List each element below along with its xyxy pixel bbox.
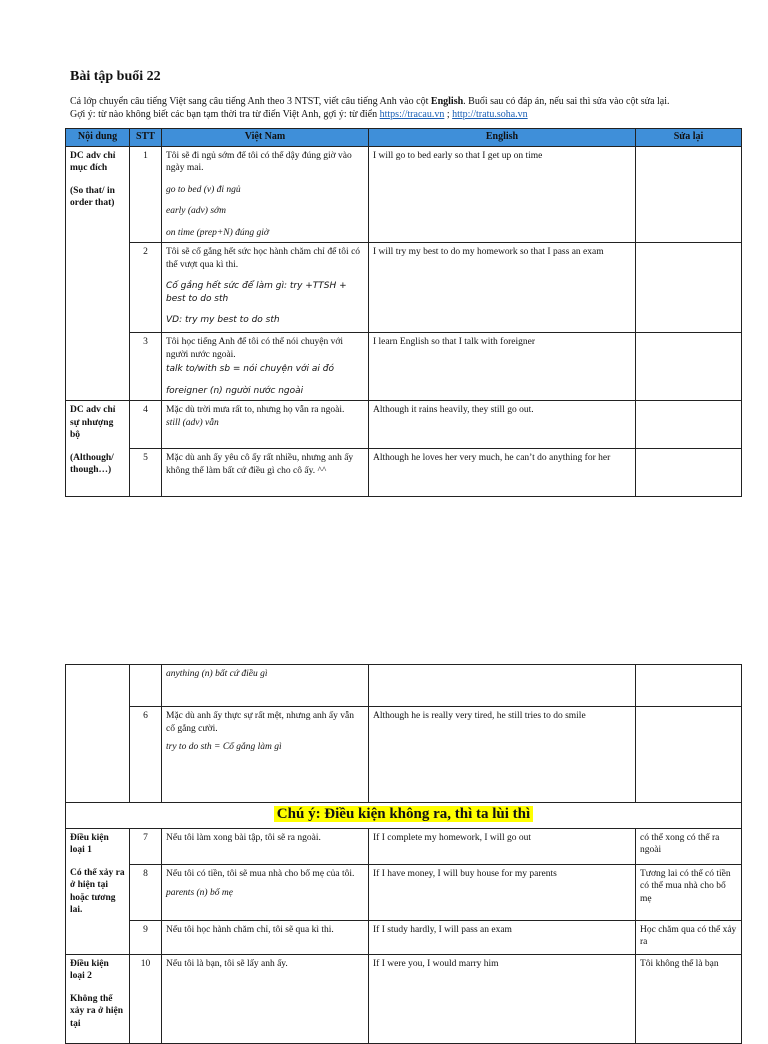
hint-text: Gợi ý: từ nào không biết các bạn tạm thời tra từ điển Việt Anh, gợi ý: từ điển [70,109,380,120]
english-answer[interactable]: Although he is really very tired, he still tries to do smile [369,707,636,803]
row-number: 9 [130,920,162,954]
instruction-text: Cả lớp chuyển câu tiếng Việt sang câu tiếng Anh theo 3 NTST, viết câu tiếng Anh vào cột [70,96,431,107]
vocab-note: Cố gắng hết sức để làm gì: try +TTSH + best to do sth [166,281,347,304]
category-subtitle: (Although/ though…) [70,452,114,475]
correction-cell[interactable] [636,333,742,401]
vietnamese-cell [162,333,369,401]
correction-cell[interactable]: có thể xong có thể ra ngoài [636,828,742,864]
table-row [66,333,742,401]
row-number: 10 [130,954,162,1044]
instruction-line-2 [70,108,750,121]
vocab-note: foreigner (n) người nước ngoài [166,385,304,396]
english-answer[interactable] [369,665,636,707]
english-answer[interactable]: I will go to bed early so that I get up on time [369,146,636,243]
table-row [66,864,742,920]
vietnamese-sentence: Nếu tôi là bạn, tôi sẽ lấy anh ấy. [166,958,288,969]
header-english: English [369,129,636,147]
vietnamese-cell [162,707,369,803]
row-number [130,665,162,707]
category-title: Điều kiện loại 2 [70,958,109,981]
english-answer[interactable]: I will try my best to do my homework so that I pass an exam [369,243,636,333]
table-row [66,449,742,497]
exercise-table-top [65,128,742,497]
category-conditional-1 [66,828,130,954]
table-row [66,828,742,864]
english-answer[interactable]: I learn English so that I talk with foreigner [369,333,636,401]
table-row [66,665,742,707]
instruction-line-1 [70,95,750,108]
vietnamese-sentence: Mặc dù anh ấy yêu cô ấy rất nhiều, nhưng anh ấy không thể làm bất cứ điều gì cho cô ấy. ^^ [166,453,354,476]
category-subtitle: (So that/ in order that) [70,185,115,208]
row-number: 6 [130,707,162,803]
vocab-note: talk to/with sb = nói chuyện với ai đó [166,364,334,374]
table-row [66,954,742,1044]
correction-cell[interactable]: Tôi không thể là bạn [636,954,742,1044]
banner-cell [66,803,742,829]
vocab-note: VD: try my best to do sth [166,315,280,325]
vietnamese-cell [162,954,369,1044]
link-separator: ; [444,109,453,120]
vietnamese-sentence: Mặc dù anh ấy thực sự rất mệt, nhưng anh ấy vẫn cố gắng cười. [166,711,354,734]
row-number: 4 [130,401,162,449]
vocab-note: anything (n) bất cứ điều gì [166,669,268,679]
category-conditional-2 [66,954,130,1044]
vietnamese-sentence: Nếu tôi làm xong bài tập, tôi sẽ ra ngoài. [166,832,321,843]
correction-cell[interactable]: Tương lai có thể có tiền có thể mua nhà cho bố mẹ [636,864,742,920]
table-row [66,243,742,333]
table-row [66,707,742,803]
vietnamese-sentence: Mặc dù trời mưa rất to, nhưng họ vẫn ra ngoài. [166,405,345,415]
category-title: DC adv chỉ sự nhượng bộ [70,405,116,440]
instruction-bold-english: English [430,96,464,107]
english-answer[interactable]: Although it rains heavily, they still go out. [369,401,636,449]
correction-cell[interactable] [636,449,742,497]
vietnamese-cell [162,828,369,864]
english-answer[interactable]: If I complete my homework, I will go out [369,828,636,864]
instruction-text: . Buổi sau có đáp án, nếu sai thì sửa vào cột sửa lại. [463,96,670,107]
header-viet-nam: Việt Nam [162,129,369,147]
link-tracau[interactable]: https://tracau.vn [379,109,445,120]
category-concession-continued [66,665,130,803]
vocab-note: on time (prep+N) đúng giờ [166,227,269,238]
category-subtitle: Không thể xảy ra ở hiện tại [70,993,124,1029]
header-noi-dung: Nội dung [66,129,130,147]
page-title: Bài tập buổi 22 [70,69,161,84]
english-answer[interactable]: Although he loves her very much, he can’t do anything for her [369,449,636,497]
vietnamese-sentence: Tôi sẽ cố gắng hết sức học hành chăm chỉ để tôi có thể vượt qua kì thi. [166,247,361,270]
header-stt: STT [130,129,162,147]
header-sua-lai: Sửa lại [636,129,742,147]
correction-cell[interactable] [636,401,742,449]
category-subtitle: Có thể xảy ra ở hiện tại hoặc tương lai. [70,867,125,915]
table-row [66,401,742,449]
row-number: 1 [130,146,162,243]
category-concession [66,401,130,497]
vietnamese-cell [162,920,369,954]
table-row [66,146,742,243]
conditional-note-banner: Chú ý: Điều kiện không ra, thì ta lùi thì [274,806,533,822]
english-answer[interactable]: If I have money, I will buy house for my parents [369,864,636,920]
banner-row [66,803,742,829]
vocab-note: still (adv) vẫn [166,417,219,428]
row-number: 2 [130,243,162,333]
vietnamese-cell [162,864,369,920]
vocab-note: early (adv) sớm [166,206,226,216]
instructions [70,95,750,121]
vietnamese-cell [162,401,369,449]
category-title: DC adv chỉ mục đích [70,150,116,173]
link-tratu-soha[interactable]: http://tratu.soha.vn [452,109,528,120]
vocab-note: try to do sth = Cố gắng làm gì [166,742,282,752]
vocab-note: parents (n) bố mẹ [166,888,233,898]
row-number: 7 [130,828,162,864]
vietnamese-sentence: Tôi học tiếng Anh để tôi có thể nói chuyện với người nước ngoài. [166,337,344,360]
vietnamese-sentence: Nếu tôi có tiền, tôi sẽ mua nhà cho bố mẹ của tôi. [166,868,355,879]
table-row [66,920,742,954]
vietnamese-cell [162,243,369,333]
row-number: 3 [130,333,162,401]
vietnamese-cell [162,146,369,243]
vietnamese-sentence: Tôi sẽ đi ngủ sớm để tôi có thể dậy đúng giờ vào ngày mai. [166,150,352,173]
vietnamese-cell [162,449,369,497]
category-title: Điều kiện loại 1 [70,832,109,855]
english-answer[interactable]: If I were you, I would marry him [369,954,636,1044]
vietnamese-cell [162,665,369,707]
correction-cell[interactable] [636,665,742,707]
row-number: 8 [130,864,162,920]
vocab-note: go to bed (v) đi ngủ [166,184,241,195]
row-number: 5 [130,449,162,497]
correction-cell[interactable]: Học chăm qua có thể xảy ra [636,920,742,954]
correction-cell[interactable] [636,707,742,803]
exercise-table-continued [65,664,742,1044]
correction-cell[interactable] [636,243,742,333]
table-header-row [66,129,742,147]
category-purpose [66,146,130,401]
vietnamese-sentence: Nếu tôi học hành chăm chỉ, tôi sẽ qua kì thi. [166,924,334,935]
english-answer[interactable]: If I study hardly, I will pass an exam [369,920,636,954]
correction-cell[interactable] [636,146,742,243]
